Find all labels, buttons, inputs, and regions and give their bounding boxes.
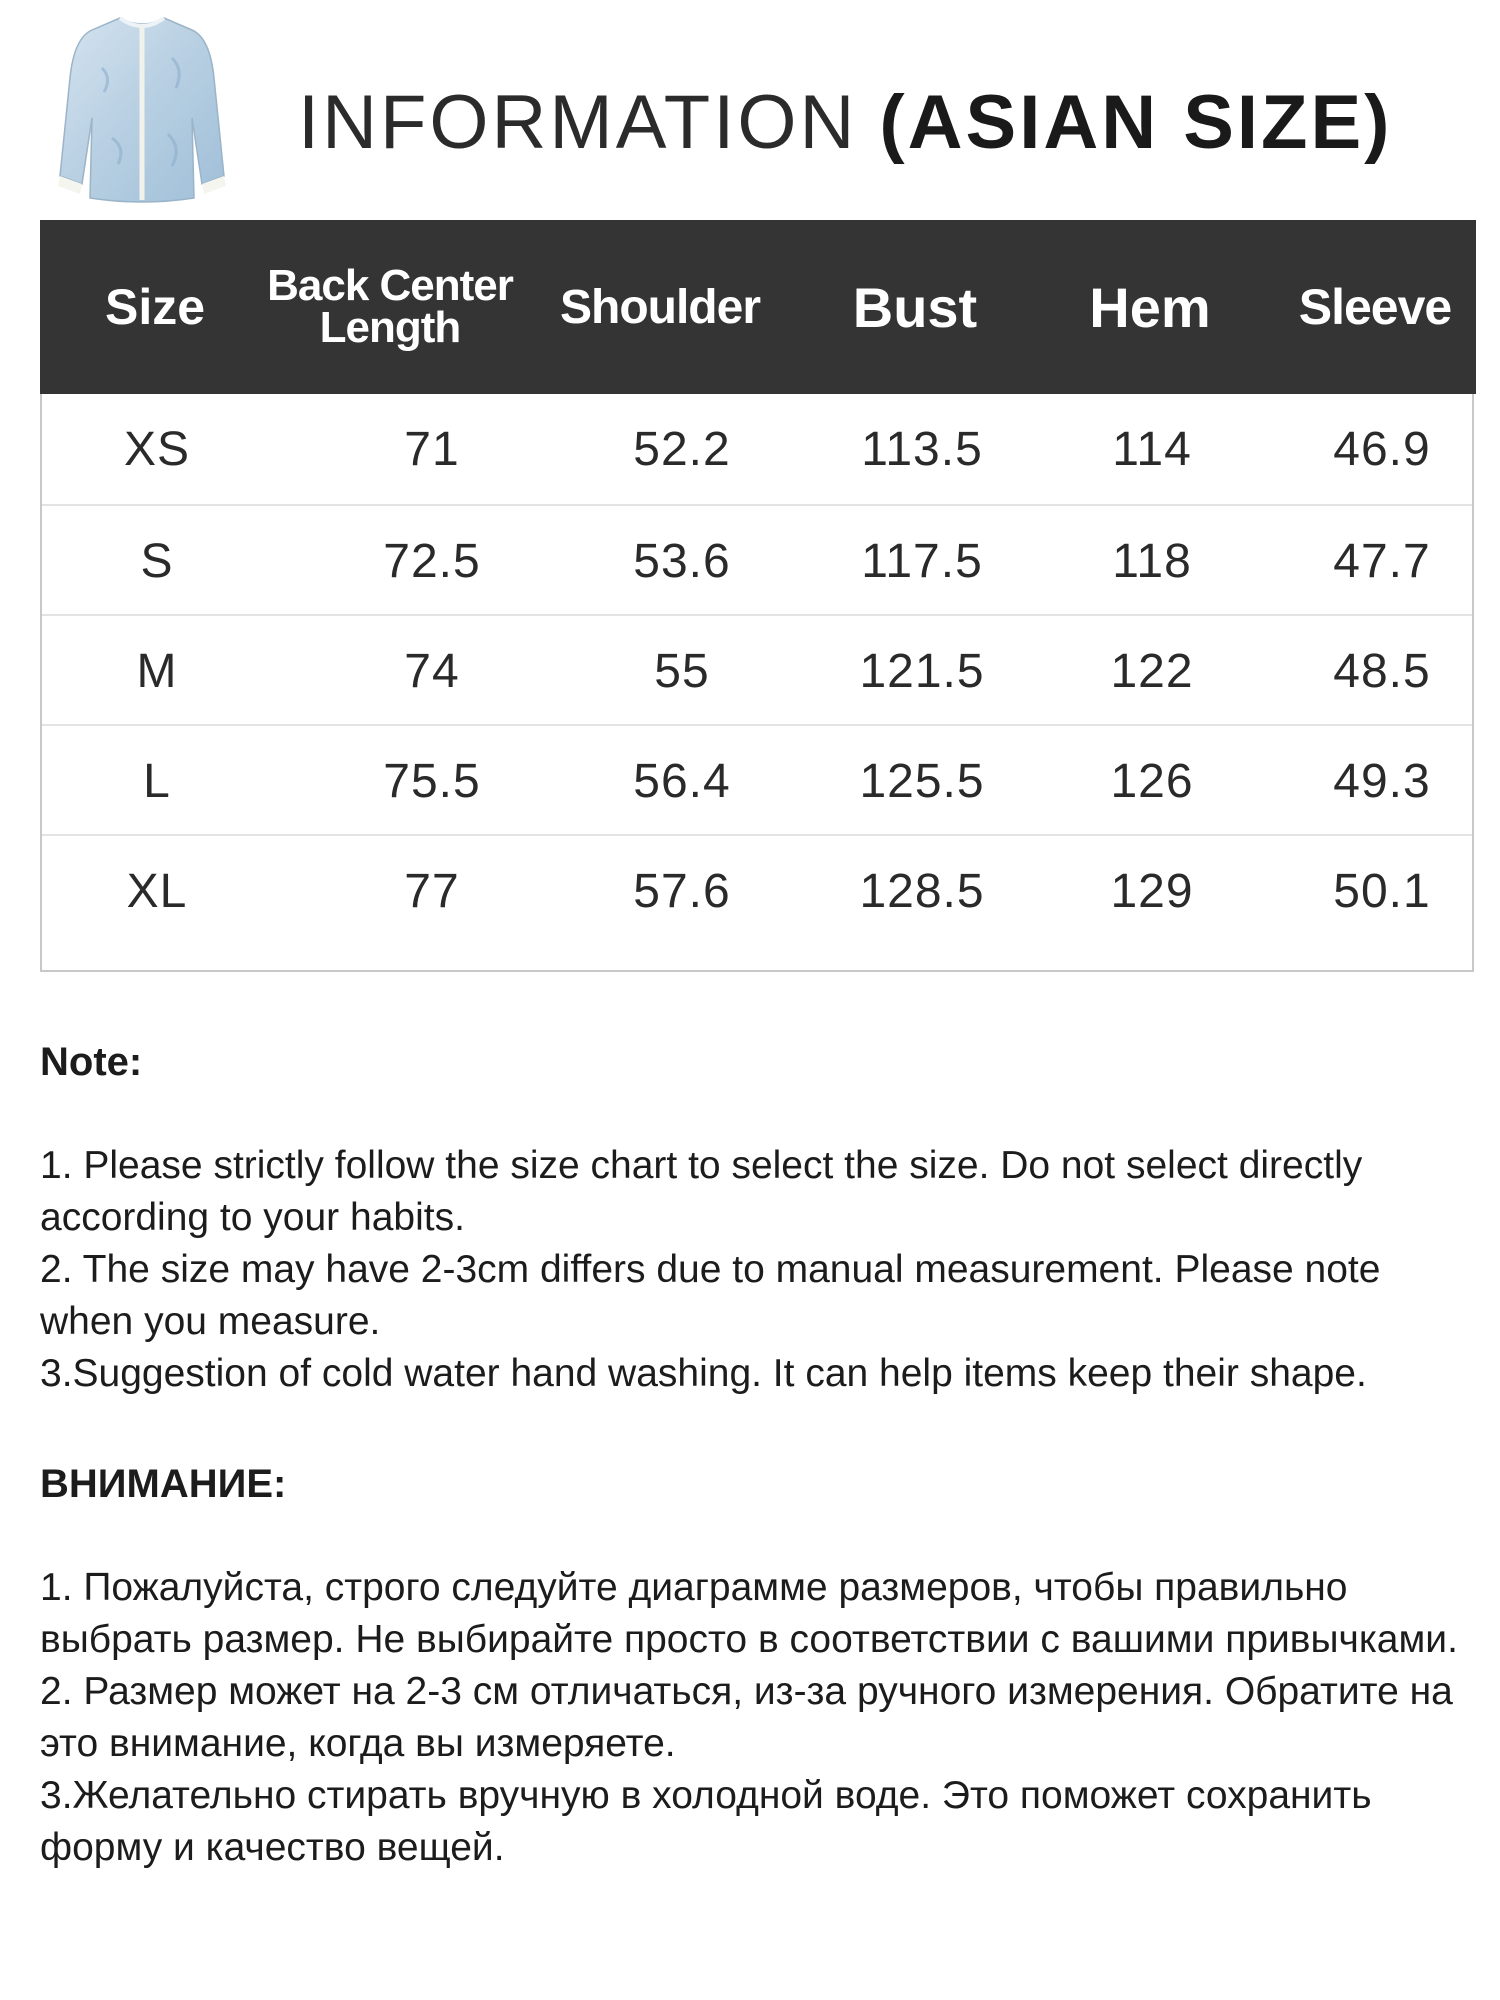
cell-shoulder: 55 xyxy=(654,644,710,698)
note-item: 1. Пожалуйста, строго следуйте диаграмме размеров, чтобы правильно выбрать размер. Не выбирайте просто в соответствии с вашими привычками. xyxy=(40,1566,1458,1661)
header-size: Size xyxy=(104,279,206,335)
cell-hem: 114 xyxy=(1112,422,1192,476)
cell-hem: 129 xyxy=(1110,864,1194,918)
cell-shoulder: 53.6 xyxy=(633,534,731,588)
table-row xyxy=(42,614,1472,724)
cell-hem: 126 xyxy=(1110,754,1194,808)
cell-bust: 125.5 xyxy=(859,754,985,808)
title-light: INFORMATION xyxy=(298,79,858,165)
cell-size: S xyxy=(140,534,174,588)
cell-back-center-length: 71 xyxy=(404,422,460,476)
page-title xyxy=(298,72,1392,172)
header-back-center: Back Center xyxy=(267,261,513,310)
note-list-ru xyxy=(40,1562,1480,1874)
table-row xyxy=(42,834,1472,944)
cell-sleeve: 47.7 xyxy=(1333,534,1431,588)
cell-bust: 113.5 xyxy=(861,422,983,476)
cell-size: M xyxy=(136,644,178,698)
cell-back-center-length: 77 xyxy=(404,864,460,918)
note-list-en xyxy=(40,1140,1480,1400)
cell-sleeve: 50.1 xyxy=(1333,864,1431,918)
page-header xyxy=(0,0,1500,215)
cell-shoulder: 57.6 xyxy=(633,864,731,918)
note-heading: Note: xyxy=(40,1040,143,1084)
table-header xyxy=(40,220,1476,394)
note-item: 2. Размер может на 2-3 см отличаться, из-за ручного измерения. Обратите на это внимание, когда вы измеряете. xyxy=(40,1670,1453,1765)
cell-back-center-length: 74 xyxy=(404,644,460,698)
header-shoulder: Shoulder xyxy=(559,280,760,334)
cell-hem: 118 xyxy=(1112,534,1192,588)
title-bold: (ASIAN SIZE) xyxy=(879,79,1393,165)
cell-size: L xyxy=(143,754,171,808)
note-item: 2. The size may have 2-3cm differs due to manual measurement. Please note when you measure. xyxy=(40,1248,1381,1343)
table-row xyxy=(42,394,1472,504)
note-item: 1. Please strictly follow the size chart to select the size. Do not select directly according to your habits. xyxy=(40,1144,1363,1239)
header-sleeve: Sleeve xyxy=(1298,279,1452,335)
size-table xyxy=(40,220,1474,972)
header-bust: Bust xyxy=(852,275,978,339)
cell-size: XL xyxy=(126,864,188,918)
cell-bust: 117.5 xyxy=(861,534,983,588)
cell-shoulder: 52.2 xyxy=(633,422,731,476)
note-item: 3.Желательно стирать вручную в холодной воде. Это поможет сохранить форму и качество вещей. xyxy=(40,1774,1372,1869)
header-back-center-length xyxy=(260,220,520,394)
notes-section xyxy=(40,1040,1480,1874)
table-row xyxy=(42,724,1472,834)
header-hem: Hem xyxy=(1089,275,1211,339)
cell-sleeve: 49.3 xyxy=(1333,754,1431,808)
table-row xyxy=(42,504,1472,614)
jacket-icon xyxy=(42,8,242,208)
cell-shoulder: 56.4 xyxy=(633,754,731,808)
cell-bust: 121.5 xyxy=(859,644,985,698)
cell-bust: 128.5 xyxy=(859,864,985,918)
cell-size: XS xyxy=(123,422,191,476)
cell-back-center-length: 72.5 xyxy=(383,534,481,588)
cell-sleeve: 48.5 xyxy=(1333,644,1431,698)
cell-back-center-length: 75.5 xyxy=(383,754,481,808)
cell-hem: 122 xyxy=(1110,644,1194,698)
header-length: Length xyxy=(319,303,461,352)
note-item: 3.Suggestion of cold water hand washing. It can help items keep their shape. xyxy=(40,1352,1367,1395)
attention-heading: ВНИМАНИЕ: xyxy=(40,1462,287,1506)
cell-sleeve: 46.9 xyxy=(1333,422,1431,476)
